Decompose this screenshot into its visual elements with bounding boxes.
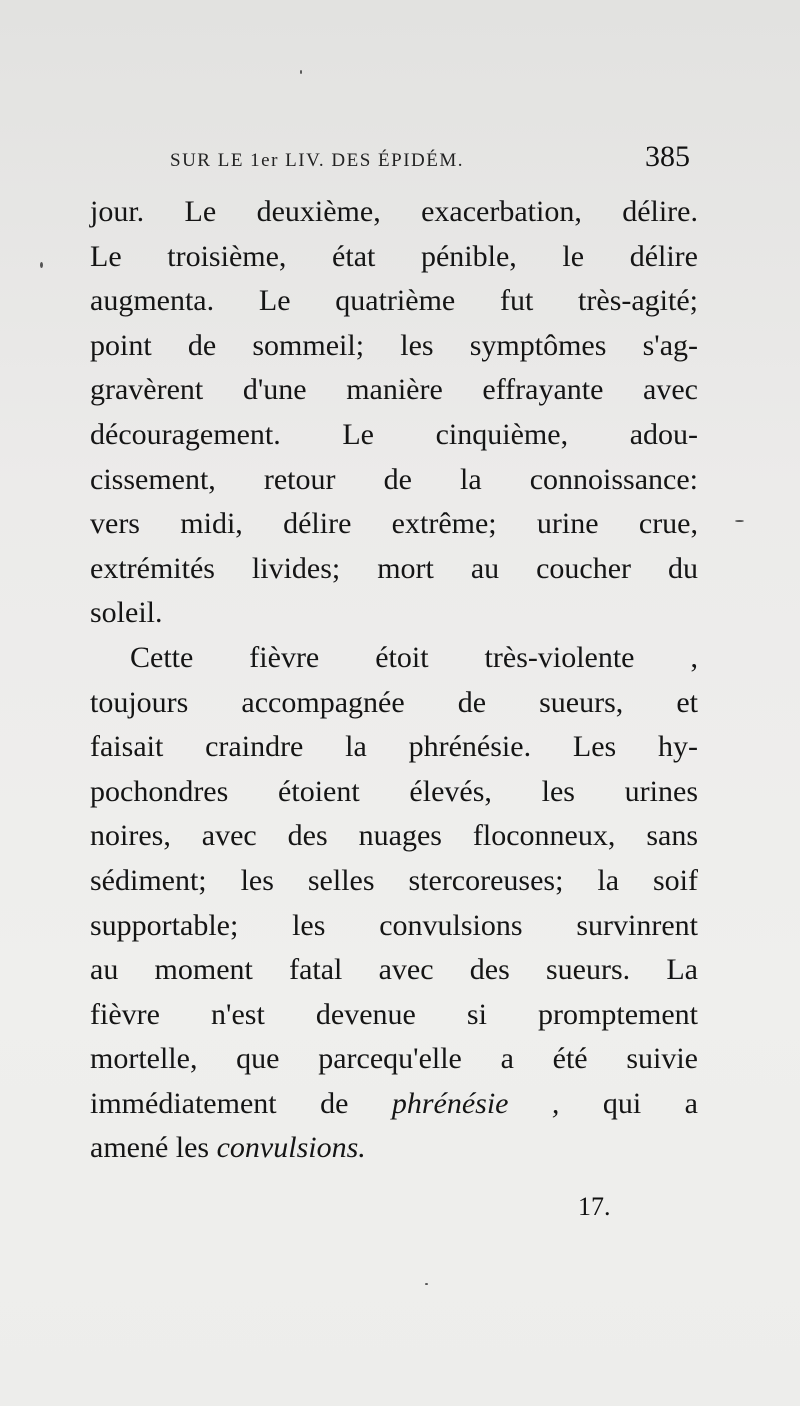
text-line	[90, 1126, 698, 1171]
scan-speck	[40, 262, 43, 268]
signature-mark: 17.	[578, 1192, 611, 1221]
body-text	[90, 190, 698, 1171]
page-number: 385	[645, 140, 690, 173]
scan-speck	[300, 70, 302, 74]
text-line: point de sommeil; les symptômes s'ag-	[90, 328, 698, 362]
text-line: faisait craindre la phrénésie. Les hy-	[90, 730, 698, 764]
italic-term: convulsions.	[216, 1131, 366, 1165]
text-fragment: amené les	[90, 1131, 217, 1165]
text-line: sédiment; les selles stercoreuses; la soif	[90, 863, 698, 897]
text-line: fièvre n'est devenue si promptement	[90, 997, 698, 1031]
text-fragment: qui a	[559, 1086, 699, 1120]
scan-speck	[425, 1283, 428, 1285]
text-line: mortelle, que parcequ'elle a été suivie	[90, 1042, 698, 1076]
text-line: jour. Le deuxième, exacerbation, délire.	[90, 195, 698, 228]
text-line: supportable; les convulsions survinrent	[90, 908, 698, 942]
text-line: cissement, retour de la connoissance:	[90, 462, 698, 496]
text-line: vers midi, délire extrême; urine crue,	[90, 507, 698, 541]
text-fragment: immédiatement de	[90, 1086, 392, 1120]
text-line: gravèrent d'une manière effrayante avec	[90, 373, 698, 407]
text-line: extrémités livides; mort au coucher du	[90, 551, 698, 585]
text-line: augmenta. Le quatrième fut très-agité;	[90, 284, 698, 318]
page-header	[170, 140, 690, 180]
text-line	[90, 1082, 698, 1127]
text-line: Le troisième, état pénible, le délire	[90, 239, 698, 273]
running-head: SUR LE 1er LIV. DES ÉPIDÉM.	[170, 150, 465, 171]
text-line: Cette fièvre étoit très-violente ,	[130, 640, 698, 674]
text-line: toujours accompagnée de sueurs, et	[90, 685, 698, 719]
text-line: soleil.	[90, 596, 163, 630]
scan-speck	[735, 520, 744, 522]
text-line: pochondres étoient élevés, les urines	[90, 774, 698, 808]
text-line: au moment fatal avec des sueurs. La	[90, 953, 698, 987]
italic-term: phrénésie ,	[391, 1086, 560, 1120]
text-line: découragement. Le cinquième, adou-	[90, 417, 698, 451]
text-line: noires, avec des nuages floconneux, sans	[90, 819, 698, 853]
